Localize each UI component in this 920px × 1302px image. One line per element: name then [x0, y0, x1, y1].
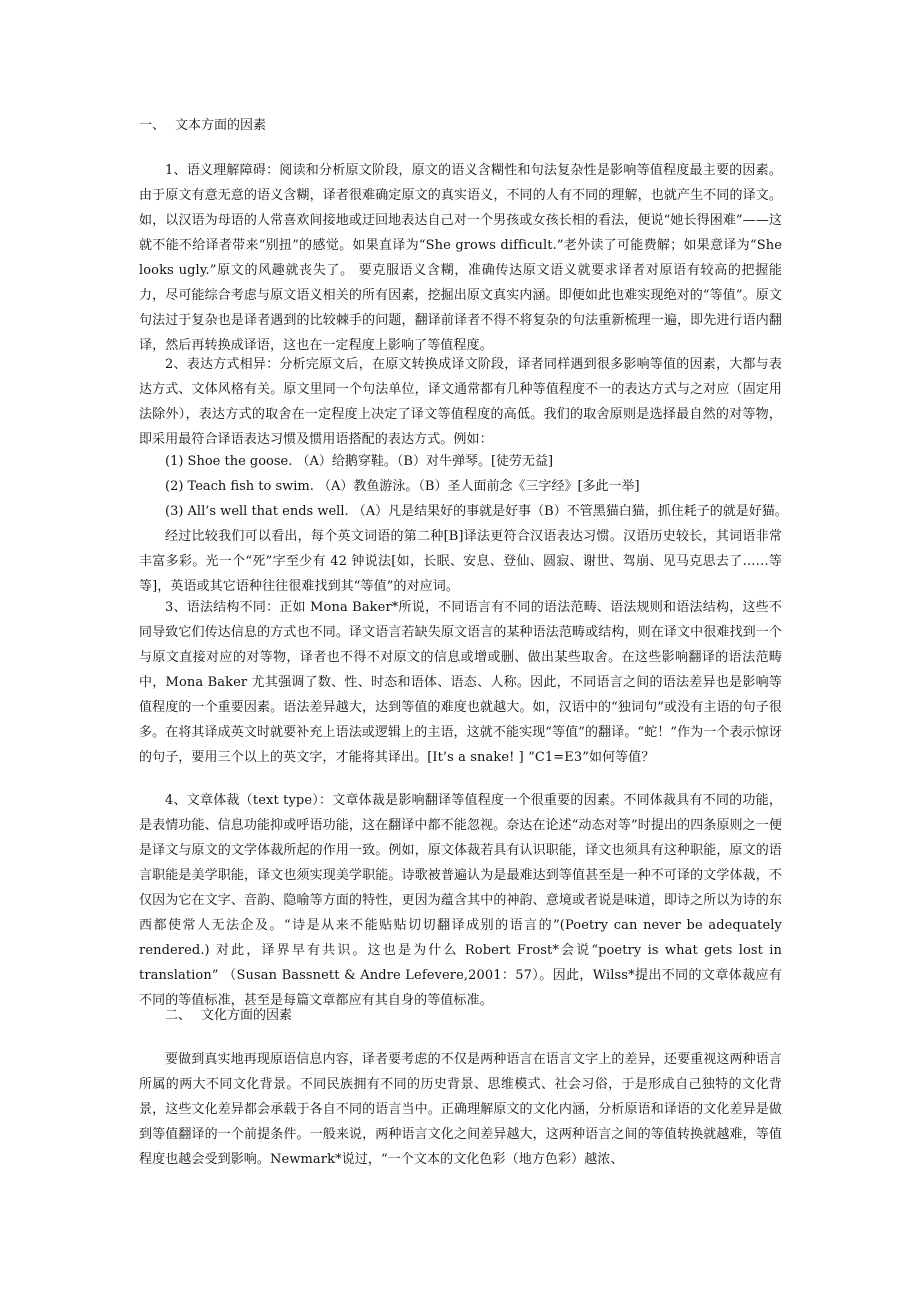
section-1-number: 一、 [139, 118, 166, 133]
paragraph-culture: 要做到真实地再现原语信息内容，译者要考虑的不仅是两种语言在语言文字上的差异，还要重视这两种语言所属的两大不同文化背景。不同民族拥有不同的历史背景、思维模式、社会习俗，于是形成自己独特的文化背景，这些文化差异都会承载于各自不同的语言当中。正确理解原文的文化内涵，分析原语和译语的文化差异是做到等值翻译的一个前提条件。一般来说，两种语言文化之间差异越大，这两种语言之间的等值转换就越难，等值程度也越会受到影响。Newmark*说过，“一个文本的文化色彩（地方色彩）越浓、 [139, 1052, 782, 1167]
example-3: (3) All’s well that ends well. （A）凡是结果好的事就是好事（B）不管黑猫白猫，抓住耗子的就是好猫。 [165, 504, 788, 519]
paragraph-text-type: 4、文章体裁（text type）：文章体裁是影响翻译等值程度一个很重要的因素。不同体裁具有不同的功能，是表情功能、信息功能抑或呼语功能，这在翻译中都不能忽视。奈达在论述“动态对等”时提出的四条原则之一便是译文与原文的文学体裁所起的作用一致。例如，原文体裁若具有认识职能，译文也须具有这种职能，原文的语言职能是美学职能，译文也须实现美学职能。诗歌被普遍认为是最难达到等值甚至是一种不可译的文学体裁，不仅因为它在文字、音韵、隐喻等方面的特性，更因为蕴含其中的神韵、意境或者说是味道，即诗之所以为诗的东西都使常人无法企及。“诗是从来不能贴贴切切翻译成别的语言的”(Poetry can never be adequately rendered.) 对此，译界早有共识。这也是为什么 Robert Frost*会说“poetry is what gets lost in translation” （Susan Bassnett & Andre Lefevere,2001：57）。因此，Wilss*提出不同的文章体裁应有不同的等值标准，甚至是每篇文章都应有其自身的等值标准。 [139, 793, 782, 1008]
paragraph-comparison: 经过比较我们可以看出，每个英文词语的第二种[B]译法更符合汉语表达习惯。汉语历史较长，其词语非常丰富多彩。光一个“死”字至少有 42 钟说法[如，长眠、安息、登仙、圆寂、谢世、驾崩、见马克思去了……等等]，英语或其它语种往往很难找到其“等值”的对应词。 [139, 529, 782, 594]
paragraph-semantic-barrier: 1、语义理解障碍：阅读和分析原文阶段，原文的语义含糊性和句法复杂性是影响等值程度最主要的因素。由于原文有意无意的语义含糊，译者很难确定原文的真实语义，不同的人有不同的理解，也就产生不同的译文。如，以汉语为母语的人常喜欢间接地或迂回地表达自己对一个男孩或女孩长相的看法，便说“她长得困难”——这就不能不给译者带来“别扭”的感觉。如果直译为“She grows difficult.”老外读了可能费解；如果意译为“She looks ugly.”原文的风趣就丧失了。 要克服语义含糊，准确传达原文语义就要求译者对原语有较高的把握能力，尽可能综合考虑与原文语义相关的所有因素，挖掘出原文真实内涵。即便如此也难实现绝对的“等值”。原文句法过于复杂也是译者遇到的比较棘手的问题，翻译前译者不得不将复杂的句法重新梳理一遍，即先进行语内翻译，然后再转换成译语，这也在一定程度上影响了等值程度。 [139, 163, 782, 353]
section-1-heading [139, 116, 266, 136]
section-2-heading [165, 1006, 292, 1026]
example-2: (2) Teach fish to swim. （A）教鱼游泳。（B）圣人面前念《三字经》[多此一举] [165, 479, 640, 494]
paragraph-expression-difference: 2、表达方式相异：分析完原文后，在原文转换成译文阶段，译者同样遇到很多影响等值的因素，大都与表达方式、文体风格有关。原文里同一个句法单位，译文通常都有几种等值程度不一的表达方式与之对应（固定用法除外），表达方式的取舍在一定程度上决定了译文等值程度的高低。我们的取舍原则是选择最自然的对等物，即采用最符合译语表达习惯及惯用语搭配的表达方式。例如： [139, 357, 782, 447]
example-1: (1) Shoe the goose. （A）给鹅穿鞋。（B）对牛弹琴。[徒劳无益] [165, 454, 554, 469]
section-2-number: 二、 [165, 1008, 192, 1023]
section-2-title: 文化方面的因素 [201, 1008, 293, 1023]
paragraph-grammar-structure: 3、语法结构不同：正如 Mona Baker*所说，不同语言有不同的语法范畴、语法规则和语法结构，这些不同导致它们传达信息的方式也不同。译文语言若缺失原文语言的某种语法范畴或结构，则在译文中很难找到一个与原文直接对应的对等物，译者也不得不对原文的信息或增或删、做出某些取舍。在这些影响翻译的语法范畴中，Mona Baker 尤其强调了数、性、时态和语体、语态、人称。因此，不同语言之间的语法差异也是影响等值程度的一个重要因素。语法差异越大，达到等值的难度也就越大。如，汉语中的“独词句”或没有主语的句子很多。在将其译成英文时就要补充上语法或逻辑上的主语，这就不能实现“等值”的翻译。“蛇！”作为一个表示惊讶的句子，要用三个以上的英文字，才能将其译出。[It’s a snake! ] “C1=E3”如何等值？ [139, 600, 782, 765]
section-1-title: 文本方面的因素 [175, 118, 267, 133]
